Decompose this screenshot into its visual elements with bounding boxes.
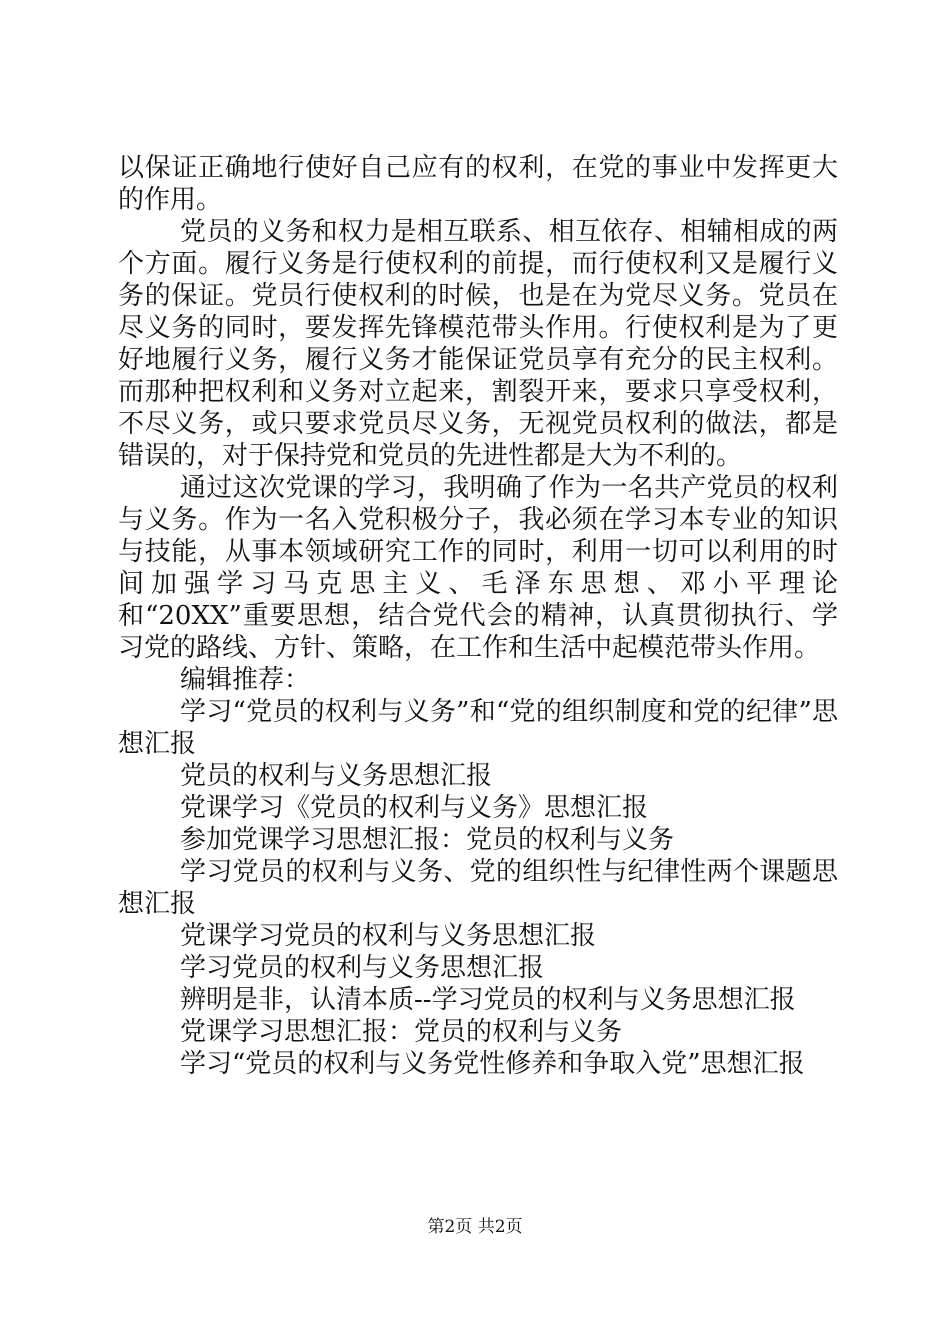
recommend-link[interactable]: 学习党员的权利与义务思想汇报 (180, 953, 545, 983)
recommend-link[interactable]: 参加党课学习思想汇报：党员的权利与义务 (180, 825, 675, 855)
recommend-link[interactable]: 辨明是非，认清本质--学习党员的权利与义务思想汇报 (180, 985, 796, 1015)
paragraph-continuation: 以保证正确地行使好自己应有的权利，在党的事业中发挥更大的作用。 (118, 153, 838, 215)
paragraph-conclusion: 通过这次党课的学习，我明确了作为一名共产党员的权利与义务。作为一名入党积极分子，我必须在学习本专业的知识与技能，从事本领域研究工作的同时，利用一切可以利用的时间加强学习马克思主义、毛泽东思想、邓小平理论和“20XX”重要思想，结合党代会的精神，认真贯彻执行、学习党的路线、方针、策略，在工作和生活中起模范带头作用。 (118, 473, 838, 663)
recommend-link[interactable]: 党课学习思想汇报：党员的权利与义务 (180, 1017, 623, 1047)
recommend-link[interactable]: 党员的权利与义务思想汇报 (180, 761, 493, 791)
recommend-link[interactable]: 学习“党员的权利与义务”和“党的组织制度和党的纪律”思想汇报 (118, 697, 838, 759)
recommend-heading: 编辑推荐： (180, 665, 311, 695)
recommend-link[interactable]: 学习“党员的权利与义务党性修养和争取入党”思想汇报 (180, 1049, 805, 1079)
page-number-footer: 第2页 共2页 (427, 1217, 523, 1237)
recommend-link[interactable]: 党课学习《党员的权利与义务》思想汇报 (180, 793, 649, 823)
document-body (118, 152, 838, 1080)
recommend-link[interactable]: 学习党员的权利与义务、党的组织性与纪律性两个课题思想汇报 (118, 857, 838, 919)
paragraph-rights-duties: 党员的义务和权力是相互联系、相互依存、相辅相成的两个方面。履行义务是行使权利的前提，而行使权利又是履行义务的保证。党员行使权利的时候，也是在为党尽义务。党员在尽义务的同时，要发挥先锋模范带头作用。行使权利是为了更好地履行义务，履行义务才能保证党员享有充分的民主权利。而那种把权利和义务对立起来，割裂开来，要求只享受权利，不尽义务，或只要求党员尽义务，无视党员权利的做法，都是错误的，对于保持党和党员的先进性都是大为不利的。 (118, 217, 838, 471)
recommend-link[interactable]: 党课学习党员的权利与义务思想汇报 (180, 921, 597, 951)
